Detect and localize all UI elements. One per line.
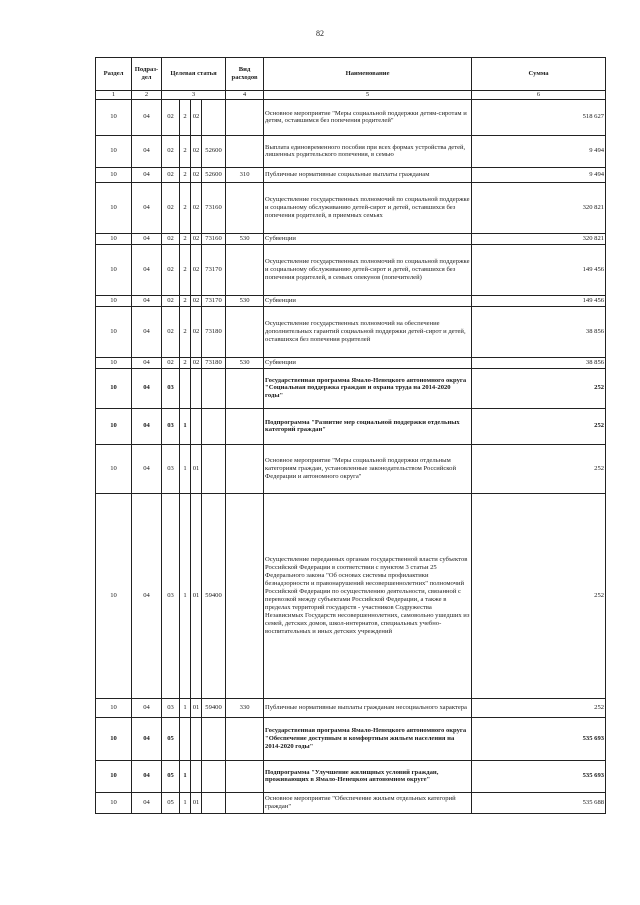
cell-tsel-event: 02: [191, 244, 202, 295]
cell-tsel-code: 73160: [202, 233, 226, 244]
cell-tsel-subprogram: [180, 368, 191, 408]
cell-tsel-program: 03: [162, 493, 180, 698]
cell-tsel-code: [202, 792, 226, 813]
cell-tsel-program: 02: [162, 167, 180, 182]
cell-tsel-program: 03: [162, 698, 180, 717]
cell-tsel-subprogram: 2: [180, 357, 191, 368]
cell-podrazdel: 04: [132, 306, 162, 357]
cell-razdel: 10: [96, 368, 132, 408]
cell-tsel-program: 02: [162, 306, 180, 357]
col-number: 2: [132, 91, 162, 100]
cell-naimenovanie: Подпрограмма "Развитие мер социальной поддержки отдельных категорий граждан": [264, 408, 472, 444]
cell-summa: 518 627: [472, 99, 606, 135]
col-number: 1: [96, 91, 132, 100]
cell-tsel-event: 02: [191, 357, 202, 368]
cell-tsel-program: 03: [162, 408, 180, 444]
header-podrazdel: Подраз- дел: [132, 58, 162, 91]
cell-tsel-subprogram: 1: [180, 408, 191, 444]
cell-summa: 149 456: [472, 244, 606, 295]
page-number: 82: [316, 29, 324, 38]
cell-naimenovanie: Осуществление государственных полномочий по социальной поддержке и социальному обслуживанию детей-сирот и детей, оставшихся без попечения родителей, в приемных семьях: [264, 182, 472, 233]
cell-summa: 320 821: [472, 233, 606, 244]
cell-naimenovanie: Субвенции: [264, 233, 472, 244]
table-row: [96, 698, 606, 717]
cell-razdel: 10: [96, 233, 132, 244]
cell-tsel-event: 02: [191, 182, 202, 233]
cell-podrazdel: 04: [132, 698, 162, 717]
cell-summa: 535 693: [472, 717, 606, 760]
cell-razdel: 10: [96, 135, 132, 167]
cell-vid-rashodov: 330: [226, 698, 264, 717]
cell-tsel-code: [202, 444, 226, 493]
cell-podrazdel: 04: [132, 760, 162, 792]
cell-tsel-program: 02: [162, 295, 180, 306]
cell-naimenovanie: Подпрограмма "Улучшение жилищных условий граждан, проживающих в Ямало-Ненецком автономном округе": [264, 760, 472, 792]
cell-razdel: 10: [96, 408, 132, 444]
cell-tsel-program: 03: [162, 368, 180, 408]
cell-summa: 252: [472, 493, 606, 698]
cell-tsel-code: 73170: [202, 244, 226, 295]
table-row: [96, 493, 606, 698]
cell-tsel-code: 59400: [202, 698, 226, 717]
table-row: [96, 233, 606, 244]
cell-podrazdel: 04: [132, 368, 162, 408]
cell-tsel-subprogram: 1: [180, 444, 191, 493]
header-razdel: Раздел: [96, 58, 132, 91]
cell-tsel-code: [202, 99, 226, 135]
table-body: [96, 99, 606, 813]
cell-podrazdel: 04: [132, 493, 162, 698]
col-number: 6: [472, 91, 606, 100]
col-number: 3: [162, 91, 226, 100]
cell-naimenovanie: Субвенции: [264, 295, 472, 306]
cell-tsel-code: [202, 717, 226, 760]
cell-tsel-subprogram: 2: [180, 233, 191, 244]
cell-summa: 252: [472, 408, 606, 444]
cell-podrazdel: 04: [132, 233, 162, 244]
cell-tsel-event: [191, 368, 202, 408]
table-row: [96, 444, 606, 493]
table-row: [96, 99, 606, 135]
cell-naimenovanie: Осуществление переданных органам государственной власти субъектов Российской Федерации в соответствии с пунктом 3 статьи 25 Федерального закона "Об основах системы профилактики безнадзорности и правонарушений несовершеннолетних" полномочий Российской Федерации по осуществлению деятельности, связанной с перевозкой между субъектами Российской Федерации, а также в пределах территорий государств - участников Содружества Независимых Государств несовершеннолетних, самовольно ушедших из семей, детских домов, школ-интернатов, специальных учебно-воспитательных и иных детских учреждений: [264, 493, 472, 698]
cell-tsel-event: 02: [191, 295, 202, 306]
header-tselevaya-statya: Целевая статья: [162, 58, 226, 91]
header-vid-rashodov: Вид расходов: [226, 58, 264, 91]
cell-vid-rashodov: [226, 135, 264, 167]
table-row: [96, 357, 606, 368]
cell-tsel-subprogram: 1: [180, 792, 191, 813]
cell-vid-rashodov: 310: [226, 167, 264, 182]
cell-tsel-program: 05: [162, 792, 180, 813]
cell-tsel-event: 02: [191, 306, 202, 357]
cell-razdel: 10: [96, 717, 132, 760]
cell-tsel-event: 02: [191, 99, 202, 135]
cell-vid-rashodov: 530: [226, 357, 264, 368]
cell-summa: 252: [472, 368, 606, 408]
cell-razdel: 10: [96, 182, 132, 233]
cell-naimenovanie: Основное мероприятие "Меры социальной поддержки детям-сиротам и детям, оставшимся без попечения родителей": [264, 99, 472, 135]
cell-naimenovanie: Осуществление государственных полномочий на обеспечение дополнительных гарантий социальной поддержки детей-сирот и детей, оставшихся без попечения родителей: [264, 306, 472, 357]
cell-tsel-code: 52600: [202, 167, 226, 182]
cell-vid-rashodov: 530: [226, 295, 264, 306]
cell-razdel: 10: [96, 444, 132, 493]
table-row: [96, 244, 606, 295]
cell-razdel: 10: [96, 99, 132, 135]
cell-tsel-code: [202, 760, 226, 792]
cell-tsel-subprogram: 2: [180, 167, 191, 182]
cell-tsel-event: 01: [191, 493, 202, 698]
cell-tsel-code: 73170: [202, 295, 226, 306]
cell-vid-rashodov: 530: [226, 233, 264, 244]
cell-tsel-subprogram: 2: [180, 182, 191, 233]
cell-tsel-event: 02: [191, 233, 202, 244]
cell-razdel: 10: [96, 167, 132, 182]
cell-tsel-program: 02: [162, 357, 180, 368]
cell-vid-rashodov: [226, 792, 264, 813]
cell-tsel-subprogram: 2: [180, 99, 191, 135]
cell-vid-rashodov: [226, 444, 264, 493]
cell-podrazdel: 04: [132, 444, 162, 493]
cell-tsel-code: [202, 408, 226, 444]
cell-tsel-program: 05: [162, 760, 180, 792]
cell-tsel-program: 02: [162, 244, 180, 295]
cell-tsel-code: 73180: [202, 306, 226, 357]
cell-tsel-program: 05: [162, 717, 180, 760]
table-row: [96, 135, 606, 167]
cell-tsel-event: [191, 408, 202, 444]
cell-naimenovanie: Основное мероприятие "Меры социальной поддержки отдельным категориям граждан, установленные законодательством Российской Федерации и автономного округа": [264, 444, 472, 493]
cell-naimenovanie: Государственная программа Ямало-Ненецкого автономного округа "Обеспечение доступным и комфортным жильем населения на 2014-2020 годы": [264, 717, 472, 760]
cell-naimenovanie: Государственная программа Ямало-Ненецкого автономного округа "Социальная поддержка граждан и охрана труда на 2014-2020 годы": [264, 368, 472, 408]
cell-tsel-subprogram: 2: [180, 306, 191, 357]
cell-podrazdel: 04: [132, 167, 162, 182]
cell-tsel-code: 73180: [202, 357, 226, 368]
cell-summa: 535 688: [472, 792, 606, 813]
cell-podrazdel: 04: [132, 408, 162, 444]
cell-razdel: 10: [96, 792, 132, 813]
cell-naimenovanie: Публичные нормативные социальные выплаты гражданам: [264, 167, 472, 182]
header-summa: Сумма: [472, 58, 606, 91]
table-row: [96, 306, 606, 357]
cell-summa: 38 856: [472, 357, 606, 368]
cell-vid-rashodov: [226, 368, 264, 408]
cell-summa: 149 456: [472, 295, 606, 306]
cell-summa: 252: [472, 444, 606, 493]
cell-tsel-event: 02: [191, 167, 202, 182]
cell-podrazdel: 04: [132, 357, 162, 368]
cell-tsel-event: 01: [191, 698, 202, 717]
cell-vid-rashodov: [226, 306, 264, 357]
cell-razdel: 10: [96, 760, 132, 792]
cell-vid-rashodov: [226, 182, 264, 233]
table-row: [96, 760, 606, 792]
cell-tsel-program: 02: [162, 135, 180, 167]
cell-summa: 38 856: [472, 306, 606, 357]
table-row: [96, 182, 606, 233]
table-row: [96, 295, 606, 306]
col-number: 5: [264, 91, 472, 100]
cell-naimenovanie: Публичные нормативные выплаты гражданам несоциального характера: [264, 698, 472, 717]
cell-podrazdel: 04: [132, 295, 162, 306]
cell-summa: 535 693: [472, 760, 606, 792]
cell-summa: 320 821: [472, 182, 606, 233]
table-row: [96, 167, 606, 182]
cell-tsel-event: [191, 760, 202, 792]
cell-naimenovanie: Основное мероприятие "Обеспечение жильем отдельных категорий граждан": [264, 792, 472, 813]
cell-summa: 9 494: [472, 167, 606, 182]
cell-podrazdel: 04: [132, 717, 162, 760]
cell-razdel: 10: [96, 493, 132, 698]
cell-tsel-subprogram: 2: [180, 244, 191, 295]
budget-table: [95, 57, 606, 814]
cell-tsel-code: 52600: [202, 135, 226, 167]
cell-tsel-program: 02: [162, 233, 180, 244]
cell-razdel: 10: [96, 698, 132, 717]
cell-tsel-program: 02: [162, 99, 180, 135]
cell-tsel-event: 01: [191, 444, 202, 493]
cell-naimenovanie: Осуществление государственных полномочий по социальной поддержке и социальному обслуживанию детей-сирот и детей, оставшихся без попечения родителей, в семьях опекунов (попечителей): [264, 244, 472, 295]
cell-razdel: 10: [96, 357, 132, 368]
cell-tsel-subprogram: 1: [180, 493, 191, 698]
cell-tsel-event: 02: [191, 135, 202, 167]
cell-vid-rashodov: [226, 244, 264, 295]
header-naimenovanie: Наименование: [264, 58, 472, 91]
cell-summa: 252: [472, 698, 606, 717]
cell-podrazdel: 04: [132, 182, 162, 233]
cell-tsel-program: 02: [162, 182, 180, 233]
col-number: 4: [226, 91, 264, 100]
cell-vid-rashodov: [226, 717, 264, 760]
cell-tsel-event: [191, 717, 202, 760]
cell-razdel: 10: [96, 244, 132, 295]
cell-summa: 9 494: [472, 135, 606, 167]
table-row: [96, 368, 606, 408]
cell-vid-rashodov: [226, 493, 264, 698]
cell-naimenovanie: Субвенции: [264, 357, 472, 368]
cell-vid-rashodov: [226, 408, 264, 444]
cell-tsel-subprogram: 1: [180, 698, 191, 717]
cell-tsel-event: 01: [191, 792, 202, 813]
cell-tsel-code: 59400: [202, 493, 226, 698]
cell-razdel: 10: [96, 295, 132, 306]
cell-podrazdel: 04: [132, 792, 162, 813]
cell-podrazdel: 04: [132, 99, 162, 135]
table-row: [96, 792, 606, 813]
cell-tsel-code: [202, 368, 226, 408]
cell-tsel-subprogram: 1: [180, 760, 191, 792]
cell-tsel-subprogram: 2: [180, 295, 191, 306]
cell-podrazdel: 04: [132, 135, 162, 167]
table-row: [96, 408, 606, 444]
cell-tsel-code: 73160: [202, 182, 226, 233]
table-row: [96, 717, 606, 760]
cell-razdel: 10: [96, 306, 132, 357]
cell-vid-rashodov: [226, 760, 264, 792]
cell-naimenovanie: Выплата единовременного пособия при всех формах устройства детей, лишенных родительского попечения, в семью: [264, 135, 472, 167]
cell-vid-rashodov: [226, 99, 264, 135]
cell-tsel-program: 03: [162, 444, 180, 493]
cell-tsel-subprogram: 2: [180, 135, 191, 167]
cell-tsel-subprogram: [180, 717, 191, 760]
cell-podrazdel: 04: [132, 244, 162, 295]
